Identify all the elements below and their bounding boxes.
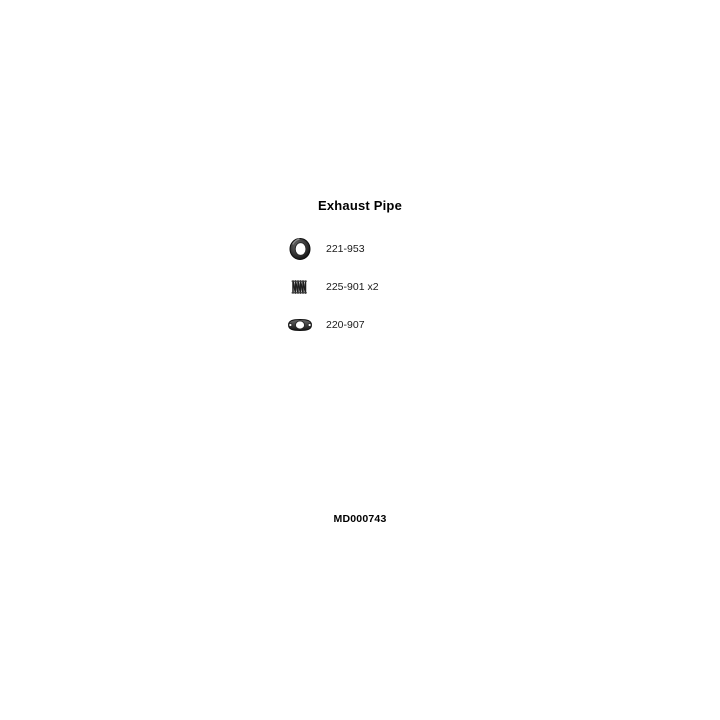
oval-flange-gasket-icon bbox=[278, 308, 322, 342]
part-number-label: 225-901 x2 bbox=[326, 281, 379, 293]
list-item bbox=[278, 268, 578, 306]
coil-spring-icon bbox=[278, 270, 322, 304]
list-item bbox=[278, 230, 578, 268]
list-item bbox=[278, 306, 578, 344]
part-number-label: 221-953 bbox=[326, 243, 365, 255]
page-title: Exhaust Pipe bbox=[317, 198, 403, 213]
ring-gasket-icon bbox=[278, 232, 322, 266]
diagram-code: MD000743 bbox=[333, 513, 387, 525]
parts-list bbox=[278, 230, 578, 344]
part-number-label: 220-907 bbox=[326, 319, 365, 331]
